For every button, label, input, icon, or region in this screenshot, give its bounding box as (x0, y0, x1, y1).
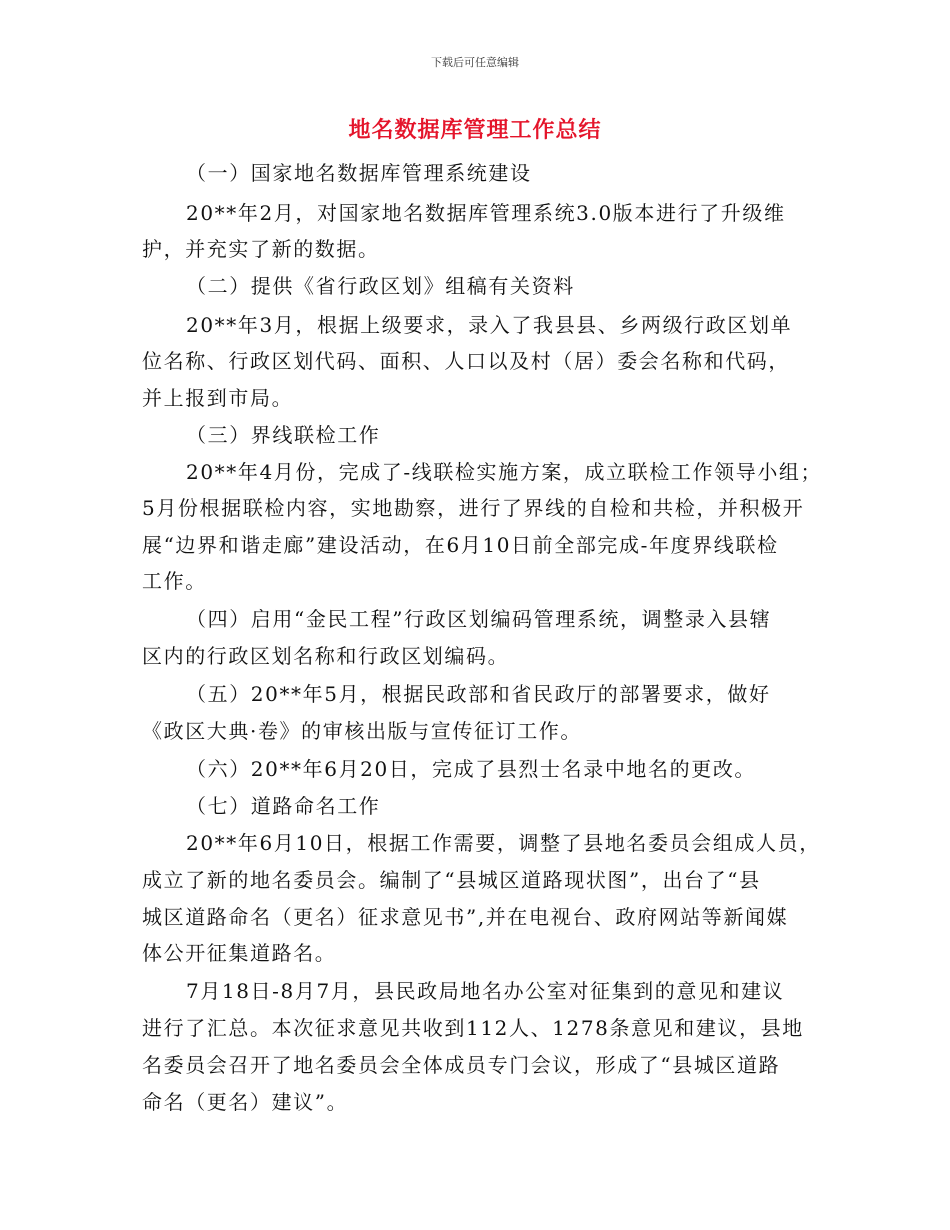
paragraph-line: 工作。 (142, 569, 207, 593)
header-note: 下载后可任意编辑 (431, 56, 519, 69)
paragraph-line: 位名称、行政区划代码、面积、人口以及村（居）委会名称和代码， (142, 349, 790, 373)
paragraph-line: 5月份根据联检内容，实地勘察，进行了界线的自检和共检，并积极开 (142, 496, 805, 520)
paragraph-line: 20**年3月，根据上级要求，录入了我县县、乡两级行政区划单 (186, 313, 793, 337)
paragraph-line: 护，并充实了新的数据。 (142, 237, 380, 261)
section-heading-7: （七）道路命名工作 (186, 794, 381, 818)
document-title: 地名数据库管理工作总结 (348, 118, 602, 143)
section-heading-3: （三）界线联检工作 (186, 423, 381, 447)
paragraph-line: 7月18日-8月7月，县民政局地名办公室对征集到的意见和建议 (186, 979, 785, 1003)
paragraph-line: 区内的行政区划名称和行政区划编码。 (142, 644, 510, 668)
paragraph-line: 体公开征集道路名。 (142, 941, 337, 965)
section-heading-1: （一）国家地名数据库管理系统建设 (186, 161, 532, 185)
paragraph-line: 《政区大典·卷》的审核出版与宣传征订工作。 (142, 719, 582, 743)
paragraph-line: 成立了新的地名委员会。编制了“县城区道路现状图”，出台了“县 (142, 868, 761, 892)
section-heading-4: （四）启用“金民工程”行政区划编码管理系统，调整录入县辖 (186, 607, 772, 631)
paragraph-line: 并上报到市局。 (142, 386, 294, 410)
section-heading-2: （二）提供《省行政区划》组稿有关资料 (186, 274, 575, 298)
paragraph-line: 20**年2月，对国家地名数据库管理系统3.0版本进行了升级维 (186, 201, 786, 225)
paragraph-line: 进行了汇总。本次征求意见共收到112人、1278条意见和建议，县地 (142, 1016, 804, 1040)
paragraph-line: 20**年6月10日，根据工作需要，调整了县地名委员会组成人员， (186, 831, 821, 855)
paragraph-line: 展“边界和谐走廊”建设活动，在6月10日前全部完成-年度界线联检 (142, 533, 779, 557)
paragraph-line: 城区道路命名（更名）征求意见书”,并在电视台、政府网站等新闻媒 (142, 905, 789, 929)
paragraph-line: 命名（更名）建议”。 (142, 1090, 349, 1114)
section-heading-6: （六）20**年6月20日，完成了县烈士名录中地名的更改。 (186, 757, 757, 781)
section-heading-5: （五）20**年5月，根据民政部和省民政厅的部署要求，做好 (186, 682, 771, 706)
paragraph-line: 名委员会召开了地名委员会全体成员专门会议，形成了“县城区道路 (142, 1053, 781, 1077)
paragraph-line: 20**年4月份，完成了-线联检实施方案，成立联检工作领导小组； (186, 460, 823, 484)
